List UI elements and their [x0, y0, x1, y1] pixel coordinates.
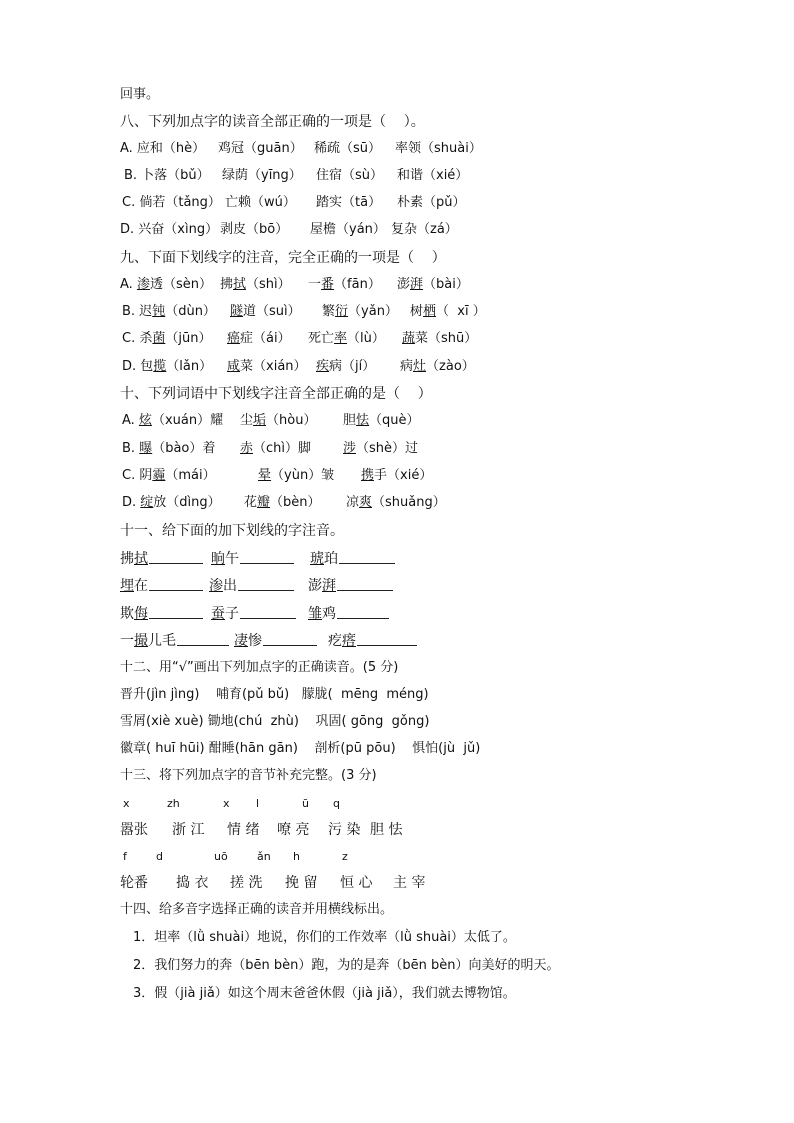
text-segment: 1．坦率（lǜ shuài）地说，你们的工作效率（lǜ shuài）太低了。 [133, 930, 516, 945]
text-segment: C. 倘若（tǎng） [122, 195, 221, 210]
text-segment: d [156, 850, 163, 863]
text-segment: 儿毛 [148, 633, 176, 649]
text-segment: 八、下列加点字的读音全部正确的一项是（ ）。 [120, 114, 425, 130]
text-segment: D. 包 [122, 359, 154, 374]
underlined-char: 蚕 [211, 606, 225, 622]
text-segment: 花 [244, 495, 258, 510]
text-segment: 子 [225, 606, 239, 622]
text-segment: D. 兴奋（xìng） [120, 222, 219, 237]
text-segment: 3．假（jià jiǎ）如这个周末爸爸休假（jià jiǎ），我们就去博物馆。 [133, 986, 516, 1001]
answer-blank[interactable] [339, 552, 395, 564]
text-segment: 澎 [397, 277, 411, 292]
text-segment: 亡赖（wú） [225, 195, 296, 210]
text-segment: （dùn） [165, 304, 216, 319]
text-segment: C. 杀 [122, 331, 153, 346]
underlined-char: 疾 [316, 359, 330, 374]
text-segment: 在 [134, 578, 148, 594]
text-segment: 鸡 [322, 606, 336, 622]
answer-blank[interactable] [177, 634, 229, 646]
text-segment: 手（xié） [374, 468, 433, 483]
text-segment: （zào） [426, 359, 475, 374]
underlined-char: 携 [361, 468, 375, 483]
text-segment: uō [214, 850, 228, 863]
text-segment: 胆 怯 [370, 822, 403, 838]
text-segment: z [342, 850, 348, 863]
text-segment: 透（sèn） [149, 277, 212, 292]
underlined-char: 瓣 [257, 495, 271, 510]
text-segment: （shì） [246, 277, 291, 292]
text-segment: 放（dìng） [153, 495, 221, 510]
underlined-char: 番 [321, 277, 335, 292]
text-segment: 疙 [328, 633, 342, 649]
underlined-char: 咸 [227, 359, 241, 374]
text-segment: ǎn [257, 850, 271, 863]
text-segment: 欺 [120, 606, 134, 622]
text-segment: l [256, 797, 260, 810]
underlined-char: 拭 [233, 277, 247, 292]
text-segment: B. 卜落（bǔ） [124, 168, 210, 183]
text-segment: 轮番 [120, 875, 148, 891]
text-segment: 朴素（pǔ） [397, 195, 466, 210]
underlined-char: 怯 [356, 413, 370, 428]
underlined-char: 撮 [134, 633, 148, 649]
text-segment: 捣 衣 [176, 875, 209, 891]
underlined-char: 垢 [253, 413, 267, 428]
text-segment: 胆 [343, 413, 357, 428]
text-segment: 率领（shuài） [395, 141, 482, 156]
text-segment: 雪屑(xiè xuè) 锄地(chú zhù) 巩固( gōng gǒng) [120, 714, 430, 729]
text-segment: 出 [223, 578, 237, 594]
text-segment: x [223, 797, 230, 810]
underlined-char: 瘩 [342, 633, 356, 649]
text-segment: 绿荫（yīng） [222, 168, 302, 183]
answer-blank[interactable] [240, 607, 296, 619]
text-segment: （hòu） [266, 413, 317, 428]
answer-blank[interactable] [337, 579, 393, 591]
text-segment: 十、下列词语中下划线字注音全部正确的是（ ） [120, 386, 432, 402]
text-segment: 污 染 [328, 822, 361, 838]
text-segment: （shè）过 [356, 441, 419, 456]
text-segment: 九、下面下划线字的注音，完全正确的一项是（ ） [120, 250, 446, 266]
text-segment: 2．我们努力的奔（bēn bèn）跑，为的是奔（bēn bèn）向美好的明天。 [133, 958, 560, 973]
text-segment: D. [122, 495, 141, 510]
text-segment: 剥皮（bō） [220, 222, 289, 237]
answer-blank[interactable] [337, 607, 389, 619]
text-segment: （fān） [334, 277, 381, 292]
underlined-char: 绽 [140, 495, 154, 510]
underlined-char: 癌 [227, 331, 241, 346]
text-segment: 情 绪 [227, 822, 260, 838]
text-segment: （bào）着 [152, 441, 216, 456]
text-segment: 住宿（sù） [316, 168, 384, 183]
text-segment: 一 [308, 277, 322, 292]
text-segment: 病（jí） [329, 359, 376, 374]
text-segment: 惨 [248, 633, 262, 649]
text-segment: （què） [369, 413, 420, 428]
underlined-char: 隧 [230, 304, 244, 319]
text-segment: （chì）脚 [253, 441, 312, 456]
underlined-char: 侮 [134, 606, 148, 622]
underlined-char: 衍 [335, 304, 349, 319]
underlined-char: 晌 [211, 551, 225, 567]
text-segment: A. [122, 413, 139, 428]
answer-blank[interactable] [149, 552, 203, 564]
text-segment: 十四、给多音字选择正确的读音并用横线标出。 [120, 902, 394, 917]
answer-blank[interactable] [149, 579, 203, 591]
text-segment: 踏实（tā） [316, 195, 382, 210]
underlined-char: 霾 [152, 468, 166, 483]
underlined-char: 涉 [343, 441, 357, 456]
text-segment: （xuán）耀 [151, 413, 224, 428]
text-segment: ū [302, 797, 309, 810]
underlined-char: 赤 [240, 441, 254, 456]
underlined-char: 湃 [410, 277, 424, 292]
text-segment: 稀疏（sū） [314, 141, 382, 156]
text-segment: 菜（shū） [415, 331, 478, 346]
text-segment: 十二、用“√”画出下列加点字的正确读音。(5 分) [120, 660, 399, 675]
text-segment: A. 应和（hè） [120, 141, 206, 156]
underlined-char: 晕 [258, 468, 272, 483]
text-segment: zh [167, 797, 180, 810]
answer-blank[interactable] [240, 552, 294, 564]
text-segment: h [293, 850, 300, 863]
text-segment: 嚣张 [120, 822, 148, 838]
text-segment: B. 迟 [122, 304, 153, 319]
underlined-char: 雏 [308, 606, 322, 622]
text-segment: （mái） [165, 468, 216, 483]
answer-blank[interactable] [238, 579, 294, 591]
text-segment: 菜（xián） [240, 359, 307, 374]
underlined-char: 菌 [152, 331, 166, 346]
underlined-char: 琥 [310, 551, 324, 567]
text-segment: A. [120, 277, 137, 292]
text-segment: 回事。 [120, 87, 160, 102]
text-segment: 恒 心 [340, 875, 373, 891]
text-segment: 午 [225, 551, 239, 567]
text-segment: B. [122, 441, 140, 456]
text-segment: （jūn） [165, 331, 212, 346]
text-segment: 十三、将下列加点字的音节补充完整。(3 分) [120, 768, 377, 783]
text-segment: 一 [120, 633, 134, 649]
text-segment: C. 阴 [122, 468, 153, 483]
text-segment: 挽 留 [285, 875, 318, 891]
answer-blank[interactable] [357, 634, 417, 646]
underlined-char: 凄 [234, 633, 248, 649]
text-segment: f [123, 850, 127, 863]
text-segment: （lǎn） [166, 359, 213, 374]
text-segment: 屋檐（yán） [310, 222, 386, 237]
underlined-char: 率 [334, 331, 348, 346]
text-segment: （yǎn） [348, 304, 398, 319]
text-segment: 浙 江 [172, 822, 205, 838]
underlined-char: 炫 [138, 413, 152, 428]
underlined-char: 渗 [209, 578, 223, 594]
text-segment: 道（suì） [243, 304, 301, 319]
underlined-char: 揽 [153, 359, 167, 374]
text-segment: （bài） [423, 277, 469, 292]
text-segment: 树 [410, 304, 424, 319]
underlined-char: 湃 [322, 578, 336, 594]
text-segment: x [123, 797, 130, 810]
answer-blank[interactable] [149, 607, 203, 619]
underlined-char: 埋 [120, 578, 134, 594]
underlined-char: 灶 [413, 359, 427, 374]
text-segment: 尘 [240, 413, 254, 428]
text-segment: （bèn） [270, 495, 321, 510]
text-segment: 拂 [120, 551, 134, 567]
text-segment: 死亡 [308, 331, 335, 346]
text-segment: 搓 洗 [230, 875, 263, 891]
text-segment: （ xī ） [436, 304, 486, 319]
text-segment: 凉 [346, 495, 360, 510]
underlined-char: 渗 [136, 277, 150, 292]
text-segment: 繁 [322, 304, 336, 319]
text-segment: 病 [400, 359, 414, 374]
text-segment: （lù） [347, 331, 385, 346]
text-segment: 徽章( huī hūi) 酣睡(hān gān) 剖析(pū pōu) 惧怕(jù jǔ) [120, 741, 481, 756]
underlined-char: 钝 [152, 304, 166, 319]
text-segment: 鸡冠（guān） [218, 141, 303, 156]
text-segment: 珀 [324, 551, 338, 567]
text-segment: 复杂（zá） [391, 222, 458, 237]
text-segment: 拂 [220, 277, 234, 292]
answer-blank[interactable] [263, 634, 317, 646]
underlined-char: 爽 [359, 495, 373, 510]
text-segment: 十一、给下面的加下划线的字注音。 [120, 523, 344, 539]
underlined-char: 曝 [139, 441, 153, 456]
text-segment: 和谐（xié） [397, 168, 469, 183]
text-segment: （shuǎng） [372, 495, 446, 510]
underlined-char: 拭 [134, 551, 148, 567]
underlined-char: 栖 [423, 304, 437, 319]
text-segment: 晋升(jìn jìng) 哺育(pǔ bǔ) 朦胧( mēng méng) [120, 687, 429, 702]
text-segment: 症（ái） [240, 331, 291, 346]
text-segment: （yùn）皱 [271, 468, 335, 483]
text-segment: 嘹 亮 [277, 822, 310, 838]
text-segment: 主 宰 [393, 875, 426, 891]
text-segment: q [333, 797, 340, 810]
text-segment: 澎 [308, 578, 322, 594]
underlined-char: 蔬 [402, 331, 416, 346]
